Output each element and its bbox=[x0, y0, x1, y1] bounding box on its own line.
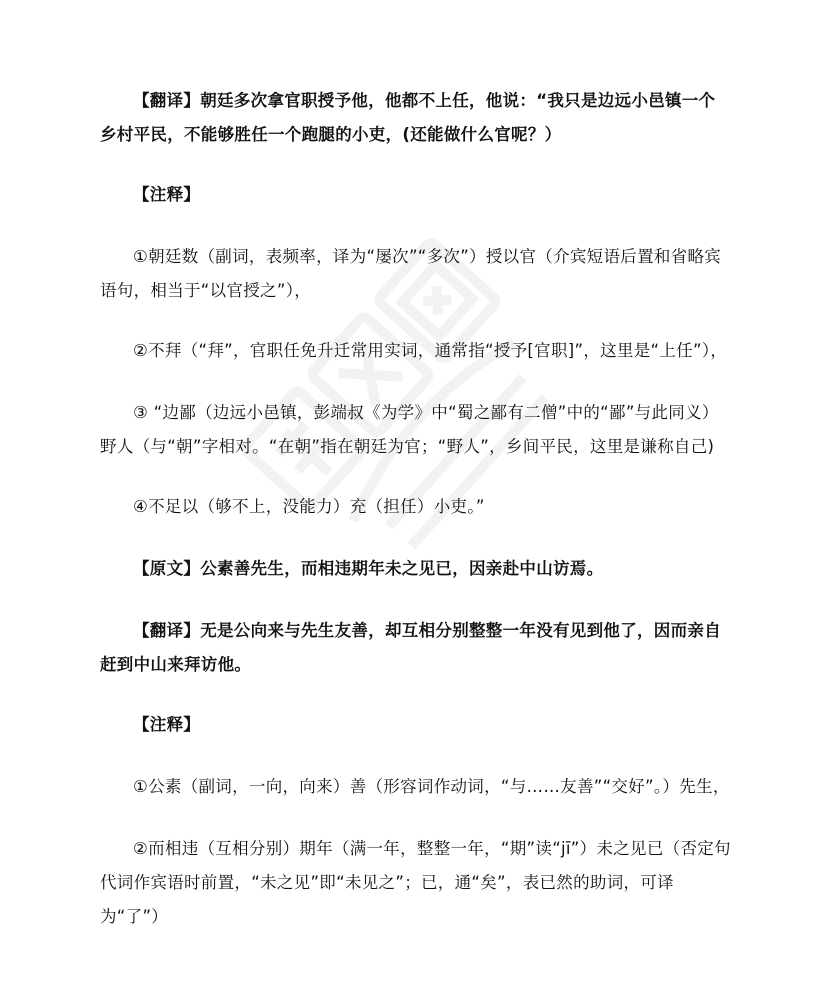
annotation-item-1: ①朝廷数（副词，表频率，译为“屡次”“多次”）授以官（介宾短语后置和省略宾语句，相当于“以官授之”）， bbox=[100, 247, 722, 300]
translation-paragraph-1: 【翻译】朝廷多次拿官职授予他，他都不上任，他说：“我只是边远小邑镇一个乡村平民，不能够胜任一个跑腿的小吏，(还能做什么官呢？） bbox=[100, 91, 716, 144]
annotation-item-4: ④不足以（够不上，没能力）充（担任）小吏。” bbox=[133, 497, 485, 516]
annotation-item-2: ②不拜（“拜”，官职任免升迁常用实词，通常指“授予[官职]”，这里是“上任”）， bbox=[133, 341, 728, 360]
annotation-item-3: ③ “边鄙（边远小邑镇，彭端叔《为学》中“蜀之鄙有二僧”中的“鄙”与此同义）野人（与“朝”字相对。“在朝”指在朝廷为官；“野人”，乡间平民，这里是谦称自己) bbox=[100, 403, 719, 456]
annotation-item-6: ②而相违（互相分别）期年（满一年，整整一年，“期”读“jī”）未之见已（否定句代词作宾语时前置，“未之见”即“未见之”；已，通“矣”，表已然的助词，可译为“了”） bbox=[100, 839, 731, 926]
annotation-heading-1: 【注释】 bbox=[133, 185, 201, 204]
annotation-heading-2: 【注释】 bbox=[133, 715, 201, 734]
annotation-item-5: ①公素（副词，一向，向来）善（形容词作动词，“与……友善”“交好”。）先生， bbox=[133, 777, 730, 796]
translation-paragraph-2: 【翻译】无是公向来与先生友善，却互相分别整整一年没有见到他了，因而亲自赶到中山来拜访他。 bbox=[100, 621, 721, 674]
original-text-paragraph: 【原文】公素善先生，而相违期年未之见已，因亲赴中山访焉。 bbox=[133, 559, 604, 578]
